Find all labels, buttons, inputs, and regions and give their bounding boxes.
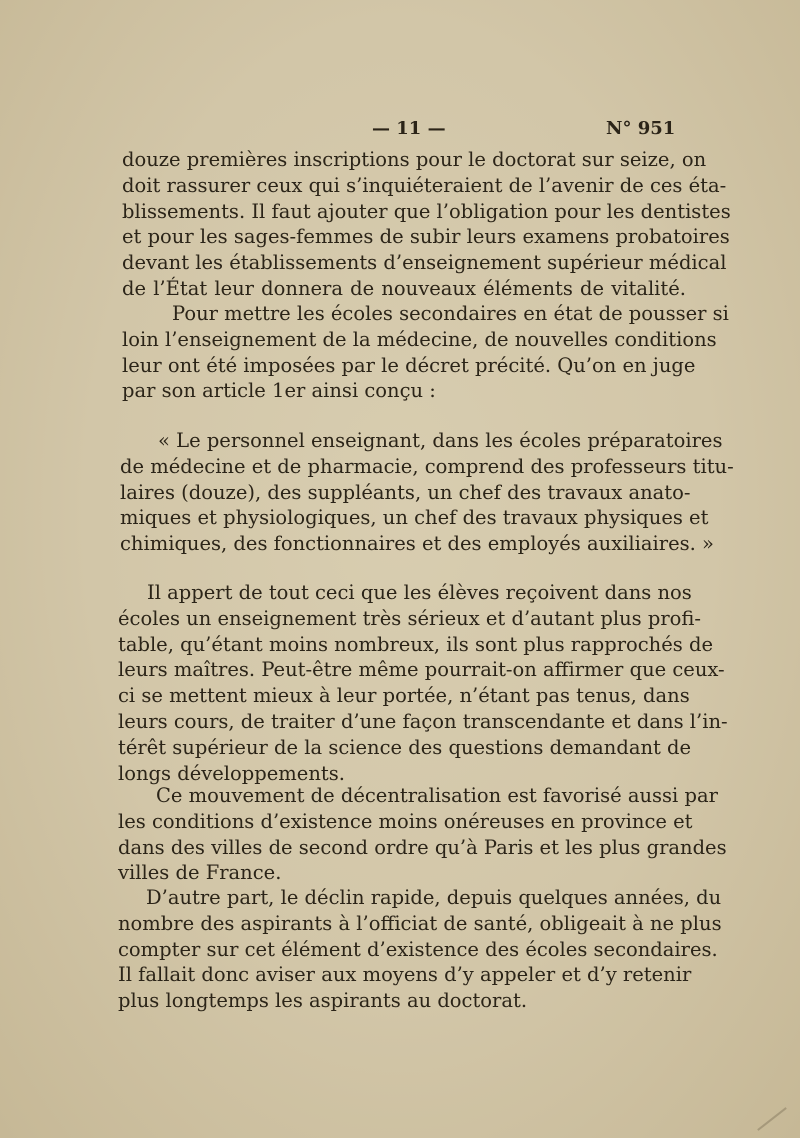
paragraph-4 (118, 580, 728, 786)
text-line: leur ont été imposées par le décret précité. Qu’on en juge (122, 353, 696, 377)
paper-mark (757, 1107, 787, 1131)
text-line: loin l’enseignement de la médecine, de nouvelles conditions (122, 327, 717, 351)
text-line: nombre des aspirants à l’officiat de santé, obligeait à ne plus (118, 911, 722, 935)
text-line: blissements. Il faut ajouter que l’obligation pour les dentistes (122, 199, 731, 223)
document-number: N° 951 (606, 118, 676, 139)
page-number: — 11 — (372, 118, 446, 139)
quote-paragraph (120, 428, 734, 557)
text-line: compter sur cet élément d’existence des écoles secondaires. (118, 937, 718, 961)
text-line: par son article 1er ainsi conçu : (122, 379, 436, 403)
text-line: dans des villes de second ordre qu’à Paris et les plus grandes (118, 835, 727, 859)
text-line: « Le personnel enseignant, dans les écoles préparatoires (158, 429, 723, 452)
paragraph-1 (122, 147, 731, 302)
page-header (0, 118, 800, 148)
text-line: plus longtemps les aspirants au doctorat. (118, 989, 528, 1013)
text-line: Il appert de tout ceci que les élèves reçoivent dans nos (147, 581, 692, 604)
paragraph-5 (118, 783, 727, 886)
text-line: et pour les sages-femmes de subir leurs examens probatoires (122, 225, 730, 249)
text-line: devant les établissements d’enseignement supérieur médical (122, 251, 727, 275)
paragraph-6 (118, 885, 722, 1014)
text-line: térêt supérieur de la science des questions demandant de (118, 735, 692, 759)
text-line: laires (douze), des suppléants, un chef des travaux anato- (120, 480, 691, 504)
text-line: longs développements. (118, 761, 345, 785)
text-line: doit rassurer ceux qui s’inquiéteraient de l’avenir de ces éta- (122, 173, 727, 197)
text-line: villes de France. (118, 861, 282, 885)
text-line: Il fallait donc aviser aux moyens d’y appeler et d’y retenir (118, 963, 692, 987)
text-line: leurs maîtres. Peut-être même pourrait-on affirmer que ceux- (118, 658, 725, 682)
text-line: miques et physiologiques, un chef des travaux physiques et (120, 506, 709, 530)
text-line: chimiques, des fonctionnaires et des employés auxiliaires. » (120, 532, 714, 556)
text-line: D’autre part, le déclin rapide, depuis quelques années, du (146, 886, 722, 909)
text-line: Ce mouvement de décentralisation est favorisé aussi par (156, 784, 718, 807)
text-line: leurs cours, de traiter d’une façon transcendante et dans l’in- (118, 709, 728, 733)
text-line: Pour mettre les écoles secondaires en état de pousser si (172, 302, 729, 325)
paragraph-2 (122, 301, 729, 404)
text-line: table, qu’étant moins nombreux, ils sont plus rapprochés de (118, 632, 713, 656)
text-line: ci se mettent mieux à leur portée, n’étant pas tenus, dans (118, 684, 690, 708)
text-line: douze premières inscriptions pour le doctorat sur seize, on (122, 148, 707, 171)
text-line: de médecine et de pharmacie, comprend des professeurs titu- (120, 454, 734, 478)
text-line: les conditions d’existence moins onéreuses en province et (118, 809, 693, 833)
text-line: écoles un enseignement très sérieux et d’autant plus profi- (118, 606, 702, 630)
text-line: de l’État leur donnera de nouveaux éléments de vitalité. (122, 276, 686, 300)
